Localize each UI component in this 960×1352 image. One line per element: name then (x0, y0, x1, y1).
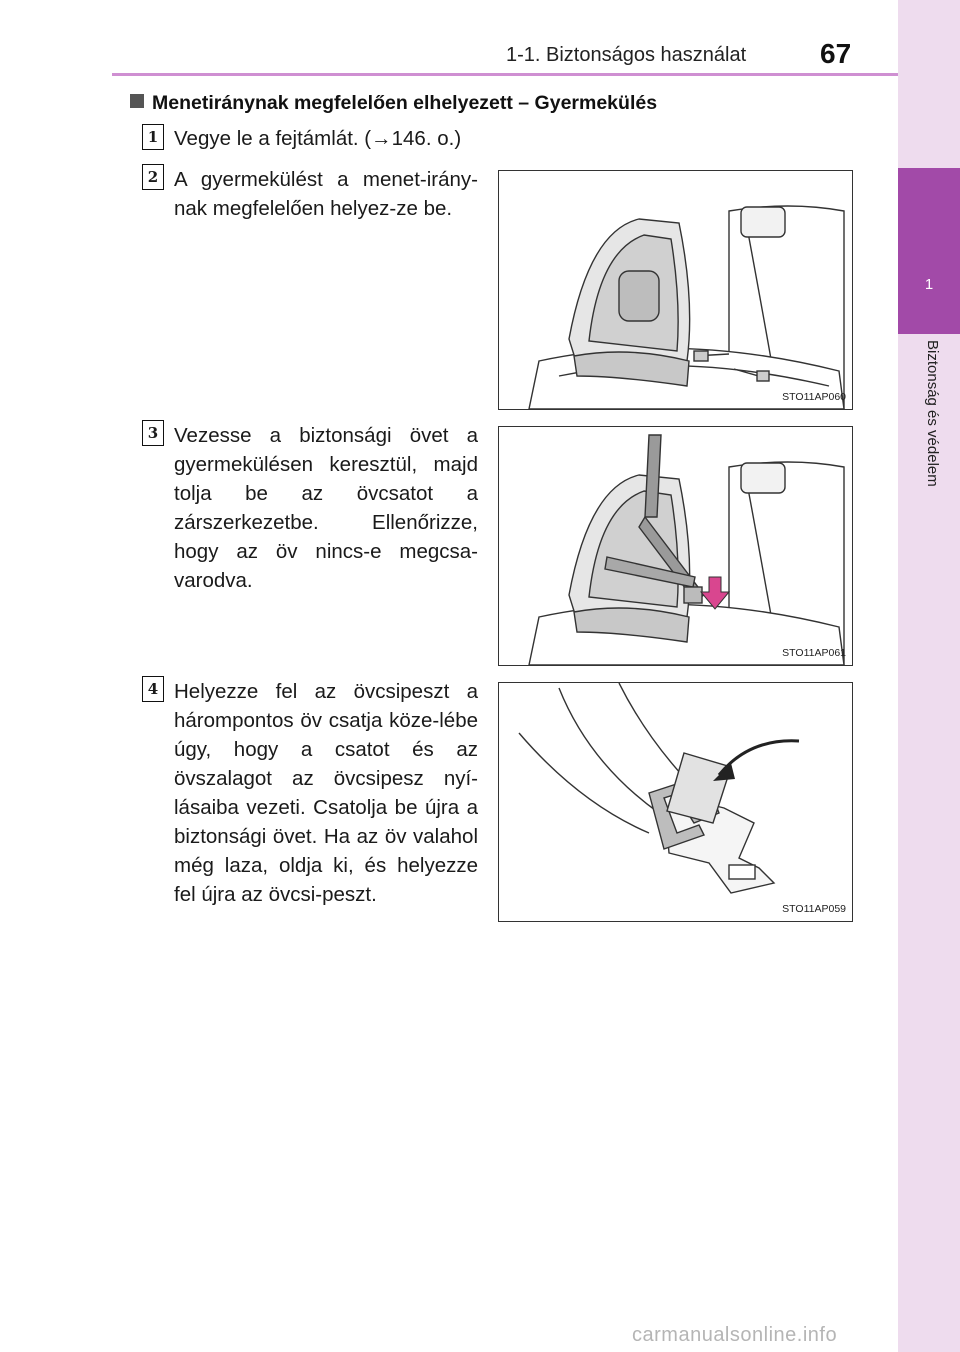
figure-belt-routing (498, 426, 853, 666)
chapter-title: Biztonság és védelem (924, 340, 941, 487)
figure-code: STO11AP059 (782, 903, 846, 915)
step-text-1: Vegye le a fejtámlát. (→146. o.) (174, 127, 462, 150)
step-text-4: Helyezze fel az övcsipeszt a hárompontos öv csatja köze-lébe úgy, hogy a csatot és az övszalagot az övcsipesz nyí-lásaiba vezeti. Csatolja be újra a biztonsági övet. Ha az öv valahol még laza, oldja ki, és helyezze fel újra az övcsi-peszt. (174, 680, 478, 906)
step-text-2: A gyermekülést a menet-iránynak megfelelően helyez-ze be. (174, 168, 478, 220)
figure-locking-clip (498, 682, 853, 922)
belt-routing-illustration (499, 427, 852, 665)
subheading (130, 92, 657, 115)
step-number-1: 1 (142, 124, 164, 150)
child-seat-illustration (499, 171, 852, 409)
step-text-3: Vezesse a biztonsági övet a gyermekülésen keresztül, majd tolja be az övcsatot a zárszerkezetbe. Ellenőrizze, hogy az öv nincs-e megcsa-varodva. (174, 424, 478, 592)
chapter-number: 1 (924, 276, 934, 293)
subheading-text: Menetiránynak megfelelően elhelyezett – Gyermekülés (152, 92, 658, 114)
section-title: 1-1. Biztonságos használat (506, 44, 747, 66)
figure-code: STO11AP060 (782, 391, 846, 403)
locking-clip-illustration (499, 683, 852, 921)
step-number-2: 2 (142, 164, 164, 190)
header-divider (112, 73, 898, 76)
chapter-sidebar (898, 0, 960, 1352)
step-number-4: 4 (142, 676, 164, 702)
watermark: carmanualsonline.info (632, 1324, 838, 1346)
page-number: 67 (820, 38, 852, 69)
figure-code: STO11AP061 (782, 647, 846, 659)
step-number-3: 3 (142, 420, 164, 446)
chapter-tab[interactable] (898, 168, 960, 334)
figure-child-seat-placed (498, 170, 853, 410)
square-bullet-icon (130, 94, 144, 108)
